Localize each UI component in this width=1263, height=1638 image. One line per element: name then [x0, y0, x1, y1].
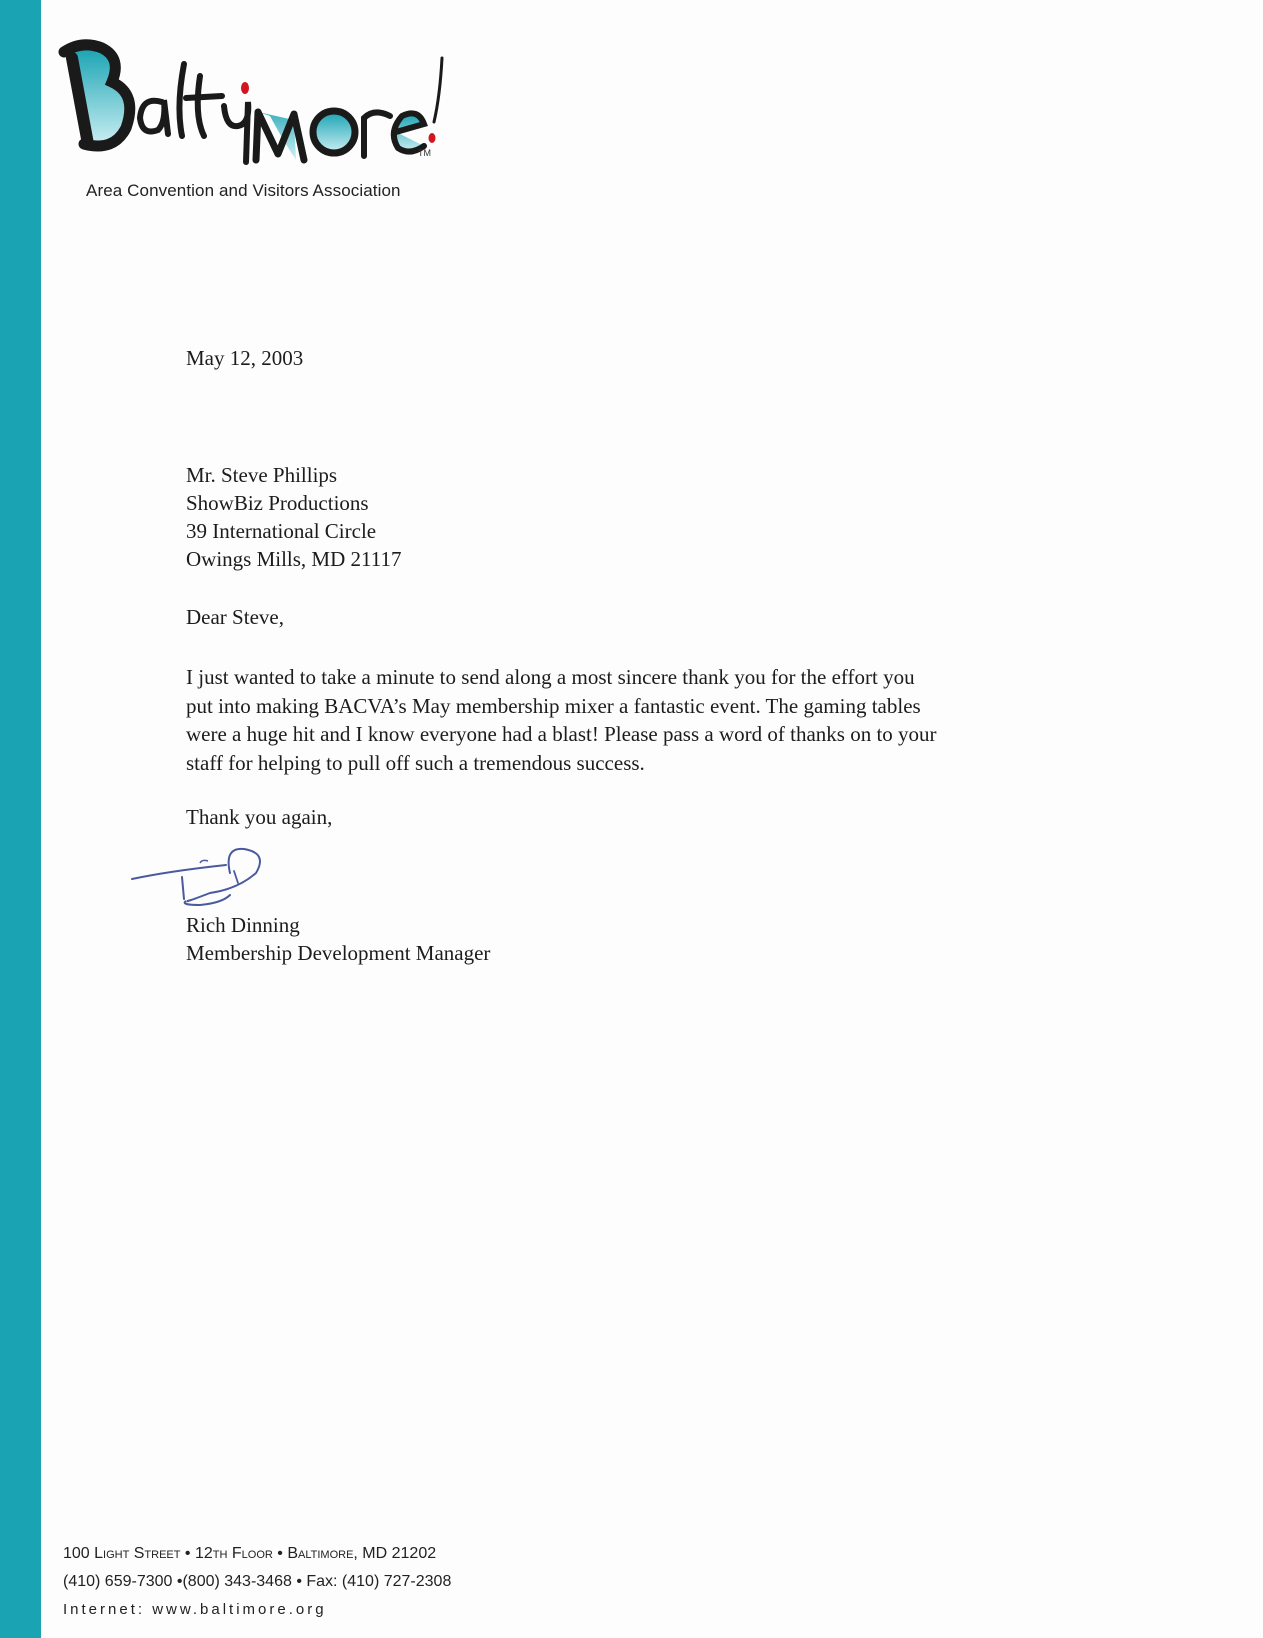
body-line: were a huge hit and I know everyone had a blast! Please pass a word of thanks on to your [186, 722, 937, 746]
handwritten-signature [130, 843, 290, 913]
footer-website: Internet: www.baltimore.org [63, 1601, 327, 1618]
letterhead-footer [63, 1540, 451, 1624]
letterhead-teal-strip [0, 0, 41, 1638]
body-line: put into making BACVA’s May membership mixer a fantastic event. The gaming tables [186, 693, 921, 718]
footer-address: 100 Light Street • 12th Floor • Baltimore, MD 21202 [63, 1545, 437, 1562]
complimentary-closing: Thank you again, [186, 805, 333, 829]
signature-icon [130, 843, 290, 913]
signer-name: Rich Dinning [186, 913, 300, 937]
baltimore-logo [58, 36, 448, 171]
letter-date: May 12, 2003 [186, 346, 304, 370]
recipient-address-block [186, 461, 401, 573]
signer-title: Membership Development Manager [186, 941, 491, 965]
body-line: I just wanted to take a minute to send along a most sincere thank you for the effort you [186, 665, 915, 689]
organization-tagline: Area Convention and Visitors Association [86, 181, 401, 200]
baltimore-wordmark-icon [58, 36, 448, 171]
salutation: Dear Steve, [186, 605, 284, 629]
recipient-company: ShowBiz Productions [186, 491, 369, 515]
recipient-street: 39 International Circle [186, 519, 377, 543]
signer-block [186, 911, 490, 967]
recipient-city-state-zip: Owings Mills, MD 21117 [186, 547, 402, 571]
letter-body [186, 663, 937, 777]
body-line: staff for helping to pull off such a tremendous success. [186, 750, 645, 775]
trademark-mark: TM [418, 148, 431, 158]
footer-phones: (410) 659-7300 •(800) 343-3468 • Fax: (410) 727-2308 [63, 1573, 452, 1590]
recipient-name: Mr. Steve Phillips [186, 463, 338, 487]
